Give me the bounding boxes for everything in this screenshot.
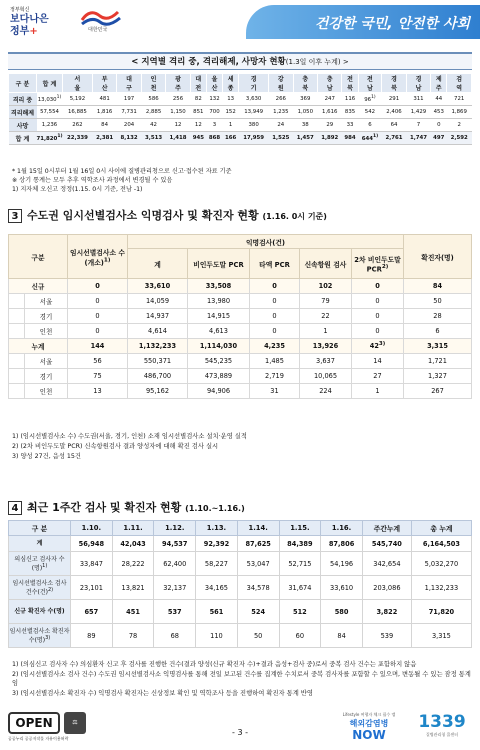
region-label: 경기 (25, 369, 68, 384)
cell-pcr: 473,889 (188, 369, 250, 384)
row-label: 계 (9, 536, 71, 552)
table-cell: 2,885 (141, 106, 165, 119)
table-cell: 7 (406, 119, 430, 132)
cell-rapid: 13,926 (300, 339, 352, 354)
table-row (9, 106, 472, 119)
cell-confirmed: 84 (404, 279, 472, 294)
table-cell: 87,806 (321, 536, 363, 552)
col-saliva: 타액 PCR (250, 249, 300, 279)
col-anon: 익명검사(건) (128, 235, 404, 249)
hotline-logo: 1339 질병관리청 콜센터 (418, 712, 466, 737)
table-cell: 945 (190, 132, 206, 145)
cell-sites: 144 (68, 339, 128, 354)
row-label: 사망 (9, 119, 37, 132)
cumulative-cell: 5,032,270 (411, 552, 471, 576)
section-4-heading (8, 499, 472, 517)
indent-cell (9, 354, 25, 369)
table-cell: 266 (269, 93, 293, 106)
table-cell: 204 (117, 119, 141, 132)
section-number-box: 3 (8, 209, 22, 223)
weekly-test-table (8, 520, 472, 648)
cell-second: 0 (352, 309, 404, 324)
region-col: 제 주 (431, 74, 447, 93)
open-license-logo (8, 712, 86, 742)
week-cell: 545,740 (362, 536, 411, 552)
row-label: 격리해제 (9, 106, 37, 119)
table-row (9, 576, 472, 600)
table-row (9, 624, 472, 648)
region-col: 세 종 (223, 74, 239, 93)
section-date: (1.10.~1.16.) (185, 504, 245, 513)
table-cell: 13,821 (112, 576, 154, 600)
indent-cell (9, 294, 25, 309)
cell-confirmed: 1,721 (404, 354, 472, 369)
table-row (9, 339, 472, 354)
cell-sites: 0 (68, 294, 128, 309)
table-row (9, 600, 472, 624)
row-label: 임시선별검사소 검사 건수(건)$^{2)}$ (9, 576, 71, 600)
table-cell: 1,892 (318, 132, 342, 145)
region-col: 경 기 (239, 74, 269, 93)
table-cell: 50 (237, 624, 279, 648)
cell-rapid: 79 (300, 294, 352, 309)
table-cell: 132 (206, 93, 222, 106)
row-label: 격리 중 (9, 93, 37, 106)
table-cell: 28,222 (112, 552, 154, 576)
note-line: 1) (의심신고 검사자 수) 의심환자 신고 후 검사를 진행한 건수(결과 양성(신규 확진자 수)+결과 음성+검사 중)로서 중복 검사 건수는 포함하지 않음 (12, 661, 417, 668)
cell-saliva: 31 (250, 384, 300, 399)
cell-rapid: 3,637 (300, 354, 352, 369)
table-cell: 700 (206, 106, 222, 119)
cell-sites: 0 (68, 324, 128, 339)
cell-saliva: 4,235 (250, 339, 300, 354)
note-line: ※ 상기 통계는 모두 추후 역학조사 과정에서 변경될 수 있음 (12, 177, 173, 184)
cumulative-cell: 71,820 (411, 600, 471, 624)
cell-saliva: 0 (250, 309, 300, 324)
table-row (9, 294, 472, 309)
region-label: 경기 (25, 309, 68, 324)
table-cell: 42,043 (112, 536, 154, 552)
week-col: 주간누계 (362, 521, 411, 536)
table-cell: 580 (321, 600, 363, 624)
cell-confirmed: 1,327 (404, 369, 472, 384)
table-cell: 1 (223, 119, 239, 132)
table-cell: 3,513 (141, 132, 165, 145)
regional-table-header (9, 74, 472, 93)
table-cell: 984 (342, 132, 358, 145)
table-cell: 68 (154, 624, 196, 648)
group-label: 누계 (9, 339, 68, 354)
table-cell: 835 (342, 106, 358, 119)
cell-saliva: 1,485 (250, 354, 300, 369)
table-cell: 291 (382, 93, 406, 106)
table-cell: 1,747 (406, 132, 430, 145)
regional-status-table (8, 73, 472, 145)
table-cell: 380 (239, 119, 269, 132)
table-cell: 82 (190, 93, 206, 106)
table-cell: 12 (190, 119, 206, 132)
region-col: 부 산 (92, 74, 116, 93)
cell-sites: 0 (68, 279, 128, 294)
table-row (9, 384, 472, 399)
cell-confirmed: 3,315 (404, 339, 472, 354)
region-col: 충 남 (318, 74, 342, 93)
col-group: 구분 (9, 235, 68, 279)
indent-cell (9, 309, 25, 324)
cell-total: 486,700 (128, 369, 188, 384)
table-cell: 58,227 (196, 552, 238, 576)
cell-pcr: 13,980 (188, 294, 250, 309)
table-cell: 84,389 (279, 536, 321, 552)
col-confirmed: 확진자(명) (404, 235, 472, 279)
cell-saliva: 0 (250, 279, 300, 294)
table-cell: 497 (431, 132, 447, 145)
table-cell: 1,050 (293, 106, 317, 119)
table-cell: 22,339 (63, 132, 93, 145)
table-row (9, 369, 472, 384)
table-cell: 537 (154, 600, 196, 624)
table-cell: 84 (92, 119, 116, 132)
col-label: 구 분 (9, 521, 71, 536)
note-line: 2) (임시선별검사소 검사 건수) 수도권 임시선별검사소 익명검사를 통해 전일 보고된 건수를 집계한 수치로서 중복 검사자를 포함할 수 있으며, 변동될 수 있는 잠정 통계임 (12, 670, 471, 687)
cell-confirmed: 6 (404, 324, 472, 339)
date-col: 1.12. (154, 521, 196, 536)
regional-status-title: < 지역별 격리 중, 격리해제, 사망자 현황(1.3일 이후 누계) > (8, 52, 472, 70)
cell-rapid: 22 (300, 309, 352, 324)
row-total: 1,236 (37, 119, 63, 132)
note-line: 3) (임시선별검사소 확진자 수) 익명검사 확진자는 신상정보 확인 및 역학조사 등을 진행하여 확진자 통계 반영 (12, 689, 313, 697)
table-cell: 197 (117, 93, 141, 106)
cell-total: 14,937 (128, 309, 188, 324)
table-cell: 5,192 (63, 93, 93, 106)
table-cell: 34,165 (196, 576, 238, 600)
cell-confirmed: 267 (404, 384, 472, 399)
date-col: 1.14. (237, 521, 279, 536)
table-cell: 262 (63, 119, 93, 132)
cell-rapid: 1 (300, 324, 352, 339)
table-cell: 94,537 (154, 536, 196, 552)
anonymous-test-notes (12, 432, 472, 462)
section-title: 수도권 임시선별검사소 익명검사 및 확진자 현황 (27, 209, 259, 222)
table-cell: 17,959 (239, 132, 269, 145)
table-cell: 1,525 (269, 132, 293, 145)
region-col: 검 역 (447, 74, 472, 93)
region-col: 경 북 (382, 74, 406, 93)
table-cell: 7,731 (117, 106, 141, 119)
region-col: 전 북 (342, 74, 358, 93)
table-cell: 166 (223, 132, 239, 145)
weekly-test-notes (12, 660, 472, 698)
table-cell: 1,235 (269, 106, 293, 119)
table-cell: 1,457 (293, 132, 317, 145)
table-cell: 31,674 (279, 576, 321, 600)
table-row (9, 279, 472, 294)
table-cell: 13,949 (239, 106, 269, 119)
row-label: 의심신고 검사자 수(명)$^{1)}$ (9, 552, 71, 576)
region-col: 대 구 (117, 74, 141, 93)
cumulative-cell: 3,315 (411, 624, 471, 648)
note-line: * 1월 15일 0시부터 1월 16일 0시 사이에 질병관리청으로 신고·접수된 자료 기준 (12, 168, 232, 175)
group-label: 신규 (9, 279, 68, 294)
cell-second: 1 (352, 384, 404, 399)
indent-cell (9, 384, 25, 399)
note-line: 2) (2차 비인두도말 PCR) 신속항원검사 결과 양성자에 대해 확진 검사 실시 (12, 443, 219, 450)
table-cell: 1,150 (166, 106, 190, 119)
cell-total: 33,610 (128, 279, 188, 294)
cumulative-cell: 1,132,233 (411, 576, 471, 600)
table-cell: 0 (431, 119, 447, 132)
col-second: 2차 비인두도말 PCR$^{2)}$ (352, 249, 404, 279)
row-label: 합 계 (9, 132, 37, 145)
table-cell: 657 (71, 600, 113, 624)
row-header-col: 구 분 (9, 74, 37, 93)
table-cell: 369 (293, 93, 317, 106)
table-row (9, 309, 472, 324)
col-pcr: 비인두도말 PCR (188, 249, 250, 279)
table-cell: 3,630 (239, 93, 269, 106)
table-cell: 512 (279, 600, 321, 624)
week-cell: 3,822 (362, 600, 411, 624)
table-cell: 542 (358, 106, 382, 119)
indent-cell (9, 369, 25, 384)
col-total: 계 (128, 249, 188, 279)
table-cell: 453 (431, 106, 447, 119)
region-col: 경 남 (406, 74, 430, 93)
row-label: 임시선별검사소 확진자 수(명)$^{3)}$ (9, 624, 71, 648)
table-cell: 524 (237, 600, 279, 624)
cell-sites: 56 (68, 354, 128, 369)
cell-total: 4,614 (128, 324, 188, 339)
region-col: 충 북 (293, 74, 317, 93)
open-label: OPEN (8, 712, 60, 734)
table-cell: 53,047 (237, 552, 279, 576)
week-cell: 203,086 (362, 576, 411, 600)
cell-total: 1,132,233 (128, 339, 188, 354)
cell-saliva: 2,719 (250, 369, 300, 384)
page-footer (0, 708, 480, 750)
row-total: 71,820$^{1)}$ (37, 132, 63, 145)
table-cell: 24 (269, 119, 293, 132)
col-sites: 임시선별검사소 수 (개소)$^{1)}$ (68, 235, 128, 279)
table-cell: 3 (206, 119, 222, 132)
gov-innovation-logo (10, 7, 54, 38)
travel-infection-now-logo: Lifestyle 여행자 체크 필수 앱 해외감염병 NOW (342, 712, 396, 742)
table-cell: 256 (166, 93, 190, 106)
table-cell: 1,816 (92, 106, 116, 119)
row-total: 57,554 (37, 106, 63, 119)
table-cell: 451 (112, 600, 154, 624)
license-icon: ⚖ (64, 712, 86, 734)
date-col: 1.15. (279, 521, 321, 536)
cell-total: 95,162 (128, 384, 188, 399)
table-cell: 44 (431, 93, 447, 106)
table-row (9, 324, 472, 339)
cell-confirmed: 50 (404, 294, 472, 309)
table-cell: 152 (223, 106, 239, 119)
cell-rapid: 102 (300, 279, 352, 294)
region-label: 인천 (25, 324, 68, 339)
table-cell: 2 (447, 119, 472, 132)
region-col: 인 천 (141, 74, 165, 93)
table-cell: 38 (293, 119, 317, 132)
table-cell: 6 (358, 119, 382, 132)
table-cell: 2,592 (447, 132, 472, 145)
table-row (9, 132, 472, 145)
cell-pcr: 33,508 (188, 279, 250, 294)
region-col: 강 원 (269, 74, 293, 93)
table-cell: 64 (382, 119, 406, 132)
cumulative-col: 총 누계 (411, 521, 471, 536)
cell-second: 14 (352, 354, 404, 369)
table-cell: 561 (196, 600, 238, 624)
cell-rapid: 10,065 (300, 369, 352, 384)
table-cell: 1,616 (318, 106, 342, 119)
regional-notes (12, 167, 472, 194)
cell-total: 550,371 (128, 354, 188, 369)
gov-logo-small-text: 정부혁신 (10, 7, 30, 13)
cell-pcr: 1,114,030 (188, 339, 250, 354)
section-3-heading (8, 207, 472, 225)
table-cell: 87,625 (237, 536, 279, 552)
row-total: 13,030$^{1)}$ (37, 93, 63, 106)
table-row (9, 354, 472, 369)
table-cell: 23,101 (71, 576, 113, 600)
cumulative-cell: 6,164,503 (411, 536, 471, 552)
region-label: 서울 (25, 294, 68, 309)
table-row (9, 552, 472, 576)
cell-total: 14,059 (128, 294, 188, 309)
page-number: - 3 - (232, 728, 248, 737)
table-cell: 84 (321, 624, 363, 648)
table-cell: 868 (206, 132, 222, 145)
table-cell: 1,869 (447, 106, 472, 119)
section-number-box: 4 (8, 501, 22, 515)
table-cell: 2,406 (382, 106, 406, 119)
table-cell: 33,610 (321, 576, 363, 600)
table-cell: 34,578 (237, 576, 279, 600)
table-cell: 721 (447, 93, 472, 106)
table-cell: 60 (279, 624, 321, 648)
indent-cell (9, 324, 25, 339)
date-col: 1.13. (196, 521, 238, 536)
cell-second: 0 (352, 294, 404, 309)
table-cell: 54,196 (321, 552, 363, 576)
table-cell: 42 (141, 119, 165, 132)
region-col: 전 남 (358, 74, 382, 93)
cell-confirmed: 28 (404, 309, 472, 324)
cell-second: 27 (352, 369, 404, 384)
slogan-banner (246, 5, 480, 39)
total-col: 합 계 (37, 74, 63, 93)
table-cell: 52,715 (279, 552, 321, 576)
date-col: 1.10. (71, 521, 113, 536)
table-cell: 56,948 (71, 536, 113, 552)
region-col: 울 산 (206, 74, 222, 93)
table-cell: 78 (112, 624, 154, 648)
note-line: 1) 지자체 오신고 정정(1.15. 0시 기준, 전남 -1) (12, 186, 143, 193)
table-cell: 13 (223, 93, 239, 106)
cell-pcr: 545,235 (188, 354, 250, 369)
row-label: 신규 확진자 수(명) (9, 600, 71, 624)
col-rapid: 신속항원 검사 (300, 249, 352, 279)
region-col: 서 울 (63, 74, 93, 93)
table-cell: 33 (342, 119, 358, 132)
table-cell: 96$^{1)}$ (358, 93, 382, 106)
table-cell: 12 (166, 119, 190, 132)
section-title: 최근 1주간 검사 및 확진자 현황 (27, 501, 182, 514)
gov-logo-big-text: 보다나은정부+ (10, 14, 49, 37)
date-col: 1.16. (321, 521, 363, 536)
table-row (9, 119, 472, 132)
table-row (9, 93, 472, 106)
table-cell: 116 (342, 93, 358, 106)
cell-second: 0 (352, 324, 404, 339)
table-cell: 33,847 (71, 552, 113, 576)
slogan-text: 건강한 국민, 안전한 사회 (314, 16, 470, 32)
region-label: 서울 (25, 354, 68, 369)
region-label: 인천 (25, 384, 68, 399)
table-cell: 311 (406, 93, 430, 106)
cell-saliva: 0 (250, 294, 300, 309)
table-cell: 62,400 (154, 552, 196, 576)
table-cell: 89 (71, 624, 113, 648)
table-cell: 644$^{1)}$ (358, 132, 382, 145)
week-cell: 342,654 (362, 552, 411, 576)
date-col: 1.11. (112, 521, 154, 536)
cell-sites: 13 (68, 384, 128, 399)
cell-second: 42$^{3)}$ (352, 339, 404, 354)
table-cell: 29 (318, 119, 342, 132)
table-cell: 851 (190, 106, 206, 119)
table-cell: 481 (92, 93, 116, 106)
anonymous-test-table (8, 234, 472, 399)
table-cell: 1,418 (166, 132, 190, 145)
table-cell: 586 (141, 93, 165, 106)
page-header (0, 0, 480, 46)
table-cell: 247 (318, 93, 342, 106)
table-row (9, 536, 472, 552)
cell-rapid: 224 (300, 384, 352, 399)
national-ci-logo (78, 6, 124, 32)
table-cell: 2,381 (92, 132, 116, 145)
cell-pcr: 4,613 (188, 324, 250, 339)
table-cell: 1,429 (406, 106, 430, 119)
table-cell: 16,885 (63, 106, 93, 119)
table-cell: 92,392 (196, 536, 238, 552)
region-col: 대 전 (190, 74, 206, 93)
table-cell: 8,132 (117, 132, 141, 145)
table-cell: 32,137 (154, 576, 196, 600)
cell-second: 0 (352, 279, 404, 294)
cell-sites: 0 (68, 309, 128, 324)
table-cell: 110 (196, 624, 238, 648)
cell-saliva: 0 (250, 324, 300, 339)
svg-text:대한민국: 대한민국 (88, 27, 108, 32)
note-line: 3) 양성 27건, 음성 15건 (12, 453, 81, 460)
section-date: (1.16. 0시 기준) (262, 212, 327, 221)
region-col: 광 주 (166, 74, 190, 93)
cell-sites: 75 (68, 369, 128, 384)
table-cell: 2,761 (382, 132, 406, 145)
cell-pcr: 14,915 (188, 309, 250, 324)
open-caption: 공공누리 공공저작물 자유이용허락 (8, 736, 69, 741)
cell-pcr: 94,906 (188, 384, 250, 399)
week-cell: 539 (362, 624, 411, 648)
note-line: 1) (임시선별검사소 수) 수도권(서울, 경기, 인천) 소재 임시선별검사소 설치·운영 실적 (12, 433, 247, 440)
